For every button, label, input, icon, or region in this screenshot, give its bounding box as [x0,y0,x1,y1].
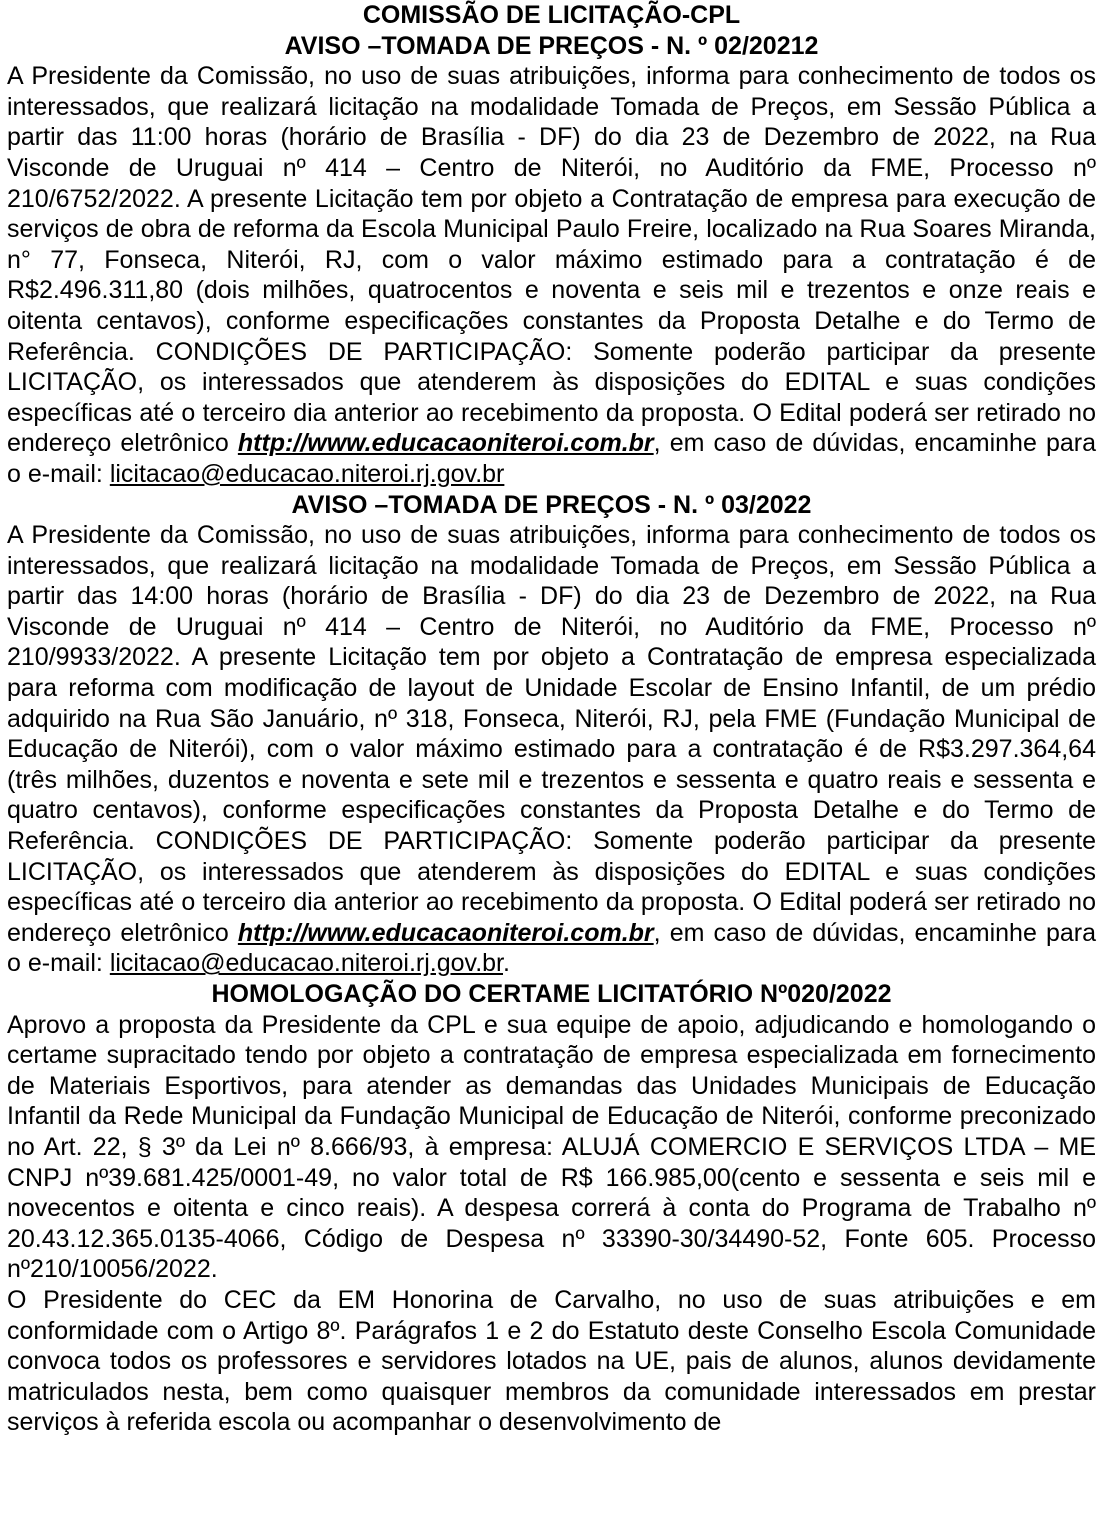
homologation-body: Aprovo a proposta da Presidente da CPL e sua equipe de apoio, adjudicando e homologando o certame supracitado tendo por objeto a contratação de empresa especializada em fornecimento de Materiais Esportivos, para atender as demandas das Unidades Municipais de Educação Infantil da Rede Municipal da Fundação Municipal de Educação de Niterói, conforme preconizado no Art. 22, § 3º da Lei nº 8.666/93, à empresa: ALUJÁ COMERCIO E SERVIÇOS LTDA – ME CNPJ nº39.681.425/0001-49, no valor total de R$ 166.985,00(cento e sessenta e seis mil e novecentos e oitenta e cinco reais). A despesa correrá à conta do Programa de Trabalho nº 20.43.12.365.0135-4066, Código de Despesa nº 33390-30/34490-52, Fonte 605. Processo nº210/10056/2022. [7,1010,1096,1284]
notice-1-text: A Presidente da Comissão, no uso de suas atribuições, informa para conhecimento de todos os interessados, que realizará licitação na modalidade Tomada de Preços, em Sessão Pública a partir das 11:00 horas (horário de Brasília - DF) do dia 23 de Dezembro de 2022, na Rua Visconde de Uruguai nº 414 – Centro de Niterói, no Auditório da FME, Processo nº 210/6752/2022. A presente Licitação tem por objeto a Contratação de empresa para execução de serviços de obra de reforma da Escola Municipal Paulo Freire, localizado na Rua Soares Miranda, n° 77, Fonseca, Niterói, RJ, com o valor máximo estimado para a contratação é de R$2.496.311,80 (dois milhões, quatrocentos e noventa e seis mil e trezentos e onze reais e oitenta centavos), conforme especificações constantes da Proposta Detalhe e do Termo de Referência. CONDIÇÕES DE PARTICIPAÇÃO: Somente poderão participar da presente LICITAÇÃO, os interessados que atenderem às disposições do EDITAL e suas condições específicas até o terceiro dia anterior ao recebimento da proposta. O Edital poderá ser retirado no endereço eletrônico [7,62,1096,458]
notice-1-after-link: , em caso de dúvidas, encaminhe para o e-mail: [7,429,1097,488]
notice-1-title: AVISO –TOMADA DE PREÇOS - N. º 02/20212 [284,31,819,60]
notice-1-body [7,61,1096,489]
commission-header: COMISSÃO DE LICITAÇÃO-CPL [362,1,741,29]
notice-2-website-link[interactable]: http://www.educacaoniteroi.com.br [237,918,654,947]
homologation-title: HOMOLOGAÇÃO DO CERTAME LICITATÓRIO Nº020/2022 [211,980,892,1008]
notice-2-email-link[interactable]: licitacao@educacao.niteroi.rj.gov.br [109,949,503,978]
notice-1-website-link[interactable]: http://www.educacaoniteroi.com.br [237,429,654,458]
notice-2-text: A Presidente da Comissão, no uso de suas atribuições, informa para conhecimento de todos os interessados, que realizará licitação na modalidade Tomada de Preços, em Sessão Pública a partir das 14:00 horas (horário de Brasília - DF) do dia 23 de Dezembro de 2022, na Rua Visconde de Uruguai nº 414 – Centro de Niterói, no Auditório da FME, Processo nº 210/9933/2022. A presente Licitação tem por objeto a Contratação de empresa especializada para reforma com modificação de layout de Unidade Escolar de Ensino Infantil, de um prédio adquirido na Rua São Januário, nº 318, Fonseca, Niterói, RJ, pela FME (Fundação Municipal de Educação de Niterói), com o valor máximo estimado para a contratação é de R$3.297.364,64 (três milhões, duzentos e noventa e sete mil e trezentos e sessenta e quatro reais e sessenta e quatro centavos), conforme especificações constantes da Proposta Detalhe e do Termo de Referência. CONDIÇÕES DE PARTICIPAÇÃO: Somente poderão participar da presente LICITAÇÃO, os interessados que atenderem às disposições do EDITAL e suas condições específicas até o terceiro dia anterior ao recebimento da proposta. O Edital poderá ser retirado no endereço eletrônico [7,521,1096,947]
notice-1-email-link[interactable]: licitacao@educacao.niteroi.rj.gov.br [109,459,505,488]
cec-notice-body: O Presidente do CEC da EM Honorina de Carvalho, no uso de suas atribuições e em conformidade com o Artigo 8º. Parágrafos 1 e 2 do Estatuto deste Conselho Escola Comunidade convoca todos os professores e servidores lotados na UE, pais de alunos, alunos devidamente matriculados nesta, bem como quaisquer membros da comunidade interessados em prestar serviços à referida escola ou acompanhar o desenvolvimento de [7,1285,1096,1437]
notice-2-title: AVISO –TOMADA DE PREÇOS - N. º 03/2022 [291,490,812,519]
notice-2-tail: . [503,949,510,978]
notice-2-body [7,520,1096,979]
notice-2-after-link: , em caso de dúvidas, encaminhe para o e-mail: [7,918,1097,978]
